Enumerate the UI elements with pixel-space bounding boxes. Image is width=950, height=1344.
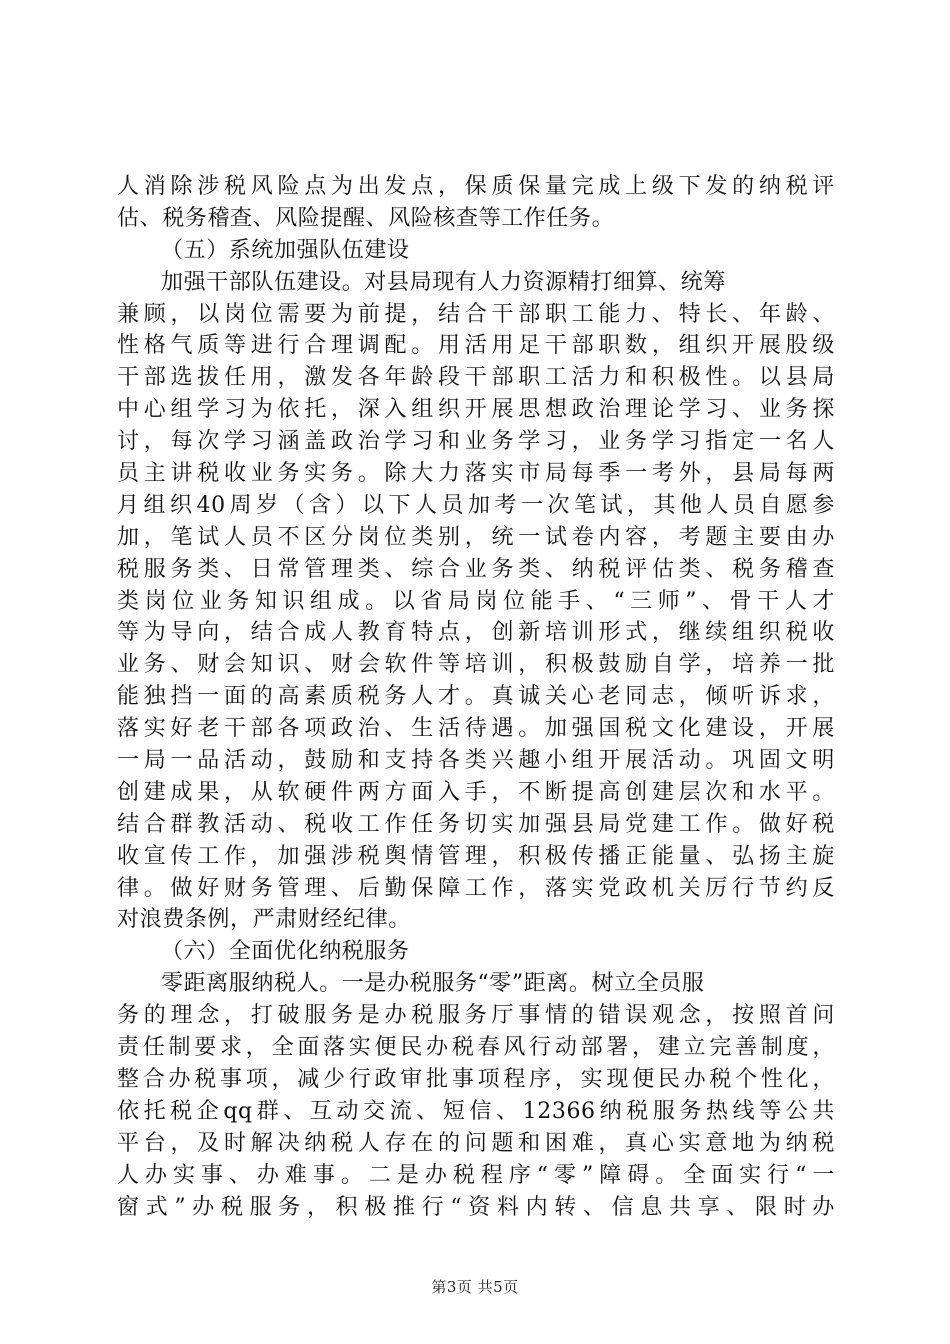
body-line: 性格气质等进行合理调配。用活用足干部职数，组织开展股级 bbox=[117, 333, 835, 359]
body-line: 律。做好财务管理、后勤保障工作，落实党政机关厉行节约反 bbox=[117, 875, 835, 901]
body-line: 整合办税事项，减少行政审批事项程序，实现便民办税个性化， bbox=[117, 1066, 835, 1092]
document-body bbox=[117, 171, 835, 1223]
body-line: 业务、财会知识、财会软件等培训，积极鼓励自学，培养一批 bbox=[117, 652, 835, 678]
body-line: 税服务类、日常管理类、综合业务类、纳税评估类、税务稽查 bbox=[117, 556, 835, 582]
body-line: 对浪费条例，严肃财经纪律。 bbox=[117, 907, 411, 933]
body-line: 加强干部队伍建设。对县局现有人力资源精打细算、统筹 bbox=[161, 269, 727, 295]
page-footer: 第3页 共5页 bbox=[431, 1278, 519, 1296]
section-heading: （六）全面优化纳税服务 bbox=[161, 939, 410, 965]
body-line: 务的理念，打破服务是办税服务厅事情的错误观念，按照首问 bbox=[117, 1003, 835, 1029]
body-line: 估、税务稽查、风险提醒、风险核查等工作任务。 bbox=[117, 205, 615, 231]
body-line: 窗式”办税服务，积极推行“资料内转、信息共享、限时办 bbox=[117, 1194, 835, 1220]
body-line: 干部选拔任用，激发各年龄段干部职工活力和积极性。以县局 bbox=[117, 365, 835, 391]
body-line: 人消除涉税风险点为出发点，保质保量完成上级下发的纳税评 bbox=[117, 174, 835, 199]
body-line: 讨，每次学习涵盖政治学习和业务学习，业务学习指定一名人 bbox=[117, 429, 835, 455]
body-line: 能独挡一面的高素质税务人才。真诚关心老同志，倾听诉求， bbox=[117, 684, 835, 710]
body-line: 依托税企qq群、互动交流、短信、12366纳税服务热线等公共 bbox=[117, 1098, 835, 1124]
body-line: 兼顾，以岗位需要为前提，结合干部职工能力、特长、年龄、 bbox=[117, 301, 835, 327]
body-line: 一局一品活动，鼓励和支持各类兴趣小组开展活动。巩固文明 bbox=[117, 748, 835, 774]
body-line: 零距离服纳税人。一是办税服务“零”距离。树立全员服 bbox=[161, 971, 705, 997]
body-line: 平台，及时解决纳税人存在的问题和困难，真心实意地为纳税 bbox=[117, 1130, 835, 1156]
body-line: 结合群教活动、税收工作任务切实加强县局党建工作。做好税 bbox=[117, 811, 835, 837]
body-line: 收宣传工作，加强涉税舆情管理，积极传播正能量、弘扬主旋 bbox=[117, 843, 835, 869]
body-line: 月组织40周岁（含）以下人员加考一次笔试，其他人员自愿参 bbox=[117, 492, 835, 518]
body-line: 人办实事、办难事。二是办税程序“零”障碍。全面实行“一 bbox=[117, 1162, 835, 1188]
body-line: 中心组学习为依托，深入组织开展思想政治理论学习、业务探 bbox=[117, 397, 835, 423]
body-line: 员主讲税收业务实务。除大力落实市局每季一考外，县局每两 bbox=[117, 461, 835, 487]
body-line: 落实好老干部各项政治、生活待遇。加强国税文化建设，开展 bbox=[117, 716, 835, 742]
body-line: 加，笔试人员不区分岗位类别，统一试卷内容，考题主要由办 bbox=[117, 524, 835, 550]
body-line: 类岗位业务知识组成。以省局岗位能手、“三师”、骨干人才 bbox=[117, 588, 835, 614]
body-line: 责任制要求，全面落实便民办税春风行动部署，建立完善制度， bbox=[117, 1035, 835, 1061]
section-heading: （五）系统加强队伍建设 bbox=[161, 237, 410, 263]
body-line: 等为导向，结合成人教育特点，创新培训形式，继续组织税收 bbox=[117, 620, 835, 646]
body-line: 创建成果，从软硬件两方面入手，不断提高创建层次和水平。 bbox=[117, 779, 835, 805]
